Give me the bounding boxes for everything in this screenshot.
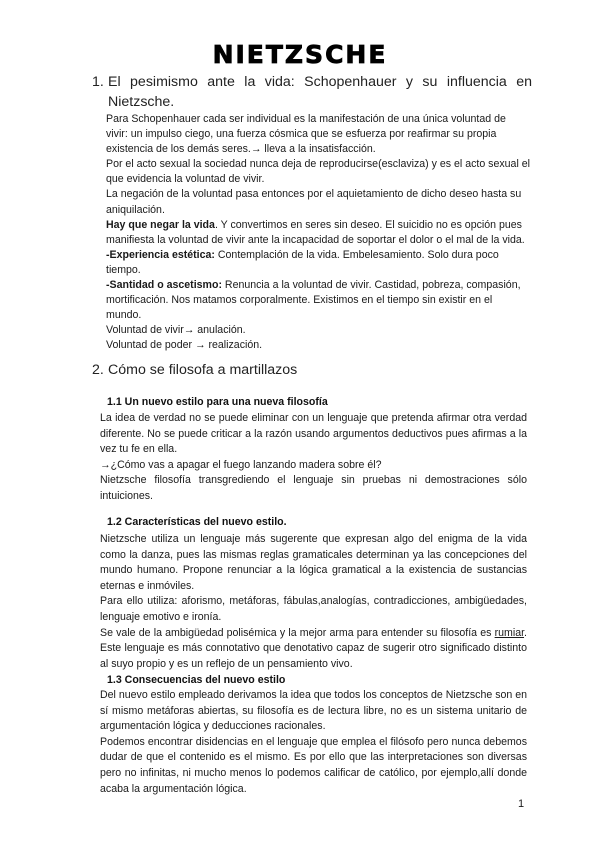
paragraph: →¿Cómo vas a apagar el fuego lanzando madera sobre él?	[100, 458, 382, 471]
page-number: 1	[518, 798, 525, 810]
paragraph-text: Contemplación de la vida. Embelesamiento. Solo dura poco tiempo.	[106, 248, 499, 276]
paragraph	[100, 626, 527, 673]
section-1-number: 1.	[92, 74, 104, 90]
subsection-1-1-title: 1.1 Un nuevo estilo para una nueva filosofía	[107, 396, 328, 408]
page-title: NIETZSCHE	[212, 40, 388, 69]
section-1-heading-text: El pesimismo ante la vida: Schopenhauer y su influencia en Nietzsche.	[108, 74, 532, 110]
paragraph: Nietzsche filosofía transgrediendo el lenguaje sin pruebas ni demostraciones sólo intuiciones.	[100, 474, 527, 502]
paragraph: La negación de la voluntad pasa entonces por el aquietamiento de dicho deseo hasta su aniquilación.	[106, 188, 522, 216]
paragraph-text: . Este lenguaje es más connotativo que denotativo capaz de sugerir otro significado distinto al suyo propio y es un reflejo de un pensamiento vivo.	[100, 626, 527, 670]
subsection-1-2-body	[100, 532, 527, 672]
section-2-heading	[92, 360, 532, 380]
paragraph: Nietzsche utiliza un lenguaje más sugerente que expresan algo del enigma de la vida como la danza, pues las mismas reglas gramaticales determinan ya las concepciones del mundo humano. Propone renunciar a la lógica gramatical a la existencia de sustancias eternas e inmóviles.	[100, 533, 527, 592]
paragraph: Para ello utiliza: aforismo, metáforas, fábulas,analogías, contradicciones, ambigüedades, lenguaje emotivo e ironía.	[100, 595, 527, 623]
subsection-1-3-body	[100, 688, 527, 797]
paragraph-text: . Y convertimos en seres sin deseo. El suicidio no es opción pues manifiesta la voluntad de vivir ante la incapacidad de soportar el dolor o el mal de la vida.	[106, 218, 525, 246]
paragraph	[106, 248, 530, 278]
paragraph: La idea de verdad no se puede eliminar con un lenguaje que pretenda afirmar otra verdad diferente. No se puede criticar a la razón usando argumentos deductivos pues afirmas a la vez tu fe en ella.	[100, 412, 527, 456]
paragraph: Para Schopenhauer cada ser individual es la manifestación de una única voluntad de vivir: un impulso ciego, una fuerza cósmica que se esfuerza por reafirmar su propia existencia de los demás seres.→ lleva a la insatisfacción.	[106, 113, 506, 156]
paragraph: Por el acto sexual la sociedad nunca deja de reproducirse(esclaviza) y es el acto sexual el que evidencia la voluntad de vivir.	[106, 158, 530, 186]
subsection-1-2-title: 1.2 Características del nuevo estilo.	[107, 516, 287, 528]
bold-phrase: Hay que negar la vida	[106, 218, 215, 231]
bold-phrase: -Santidad o ascetismo:	[106, 279, 222, 292]
section-2-heading-text: Cómo se filosofa a martillazos	[108, 362, 298, 378]
paragraph	[106, 278, 530, 323]
subsection-1-3-title: 1.3 Consecuencias del nuevo estilo	[107, 674, 286, 686]
subsection-1-1-body	[100, 411, 527, 505]
paragraph-text: Se vale de la ambigüedad polisémica y la mejor arma para entender su filosofía es	[100, 626, 495, 639]
underlined-word: rumiar	[494, 626, 525, 639]
section-2-number: 2.	[92, 362, 104, 378]
paragraph: Voluntad de poder → realización.	[106, 339, 263, 352]
paragraph-text: Renuncia a la voluntad de vivir. Castidad, pobreza, compasión, mortificación. Nos matamos corporalmente. Existimos en el tiempo sin existir en el mundo.	[106, 279, 521, 322]
section-1-body	[106, 112, 530, 354]
section-1-heading	[92, 72, 532, 112]
paragraph: Voluntad de vivir→ anulación.	[106, 324, 246, 337]
bold-phrase: -Experiencia estética:	[106, 248, 215, 261]
paragraph: Podemos encontrar disidencias en el lenguaje que emplea el filósofo pero nunca debemos dudar de que el contenido es el mismo. Es por ello que las interpretaciones son diversas pero no infinitas, ni mucho menos lo podemos calificar de católico, por ejemplo,allí donde acaba la argumentación lógica.	[100, 735, 527, 795]
paragraph	[106, 218, 530, 248]
paragraph: Del nuevo estilo empleado derivamos la idea que todos los conceptos de Nietzsche son en sí mismo metáforas abiertas, su filosofía es de lectura libre, no es un sistema unitario de argumentación lógica y deducciones racionales.	[100, 689, 527, 733]
